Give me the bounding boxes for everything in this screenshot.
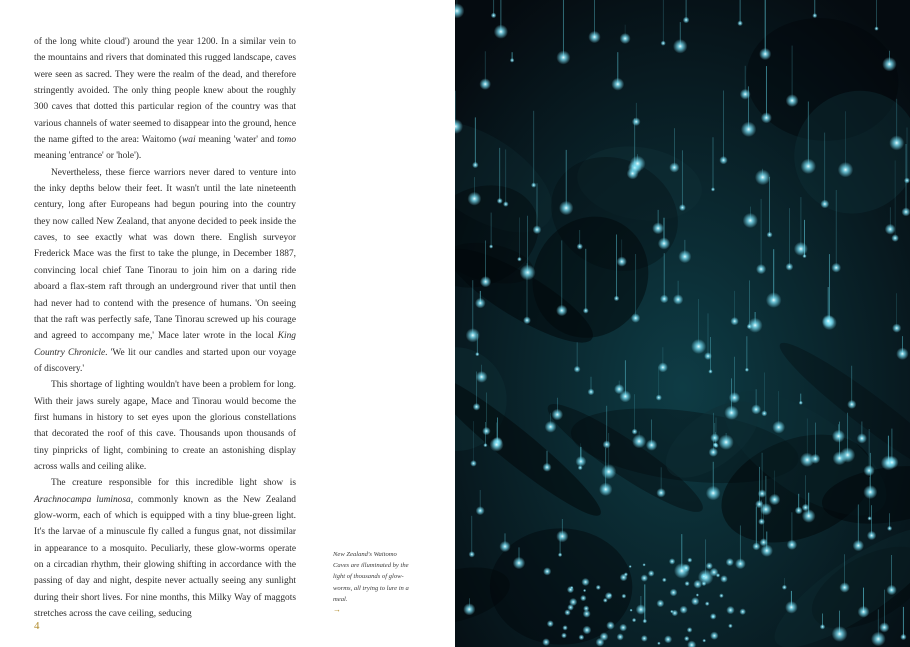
- glow-light: [858, 606, 870, 618]
- glow-light: [617, 633, 624, 640]
- glow-light: [737, 21, 743, 27]
- glow-light: [664, 635, 672, 643]
- text-run: of the long white cloud') around the year 1200. In a similar vein to the mountains and rivers that dominated this rugged landscape, caves were seen as sacred. They were the realm of the dead, and therefore stringently avoided. The only thing people knew about the roughly 300 caves that dotted this particular region of the country was that various channels of water seemed to disappear into the ground, hence the name gifted to the area: Waitomo (: [34, 37, 296, 146]
- glow-light: [643, 619, 648, 624]
- glow-light: [820, 624, 825, 629]
- glow-light: [761, 410, 767, 416]
- glow-light: [800, 453, 814, 467]
- glow-light: [759, 48, 771, 60]
- glow-light: [693, 580, 702, 589]
- glow-light: [786, 263, 794, 271]
- italic-text: Arachnocampa luminosa: [34, 494, 131, 505]
- glow-light: [801, 159, 816, 174]
- glow-light: [709, 448, 718, 457]
- glow-light: [583, 589, 586, 592]
- glow-light: [608, 594, 612, 598]
- glow-light: [673, 39, 687, 53]
- glow-light: [887, 526, 892, 531]
- glow-light: [624, 572, 628, 576]
- glow-light: [766, 292, 782, 308]
- text-run: , commonly known as the New Zealand glow-worm, each of which is equipped with a tiny blue-green light. It's the larvae of a minuscule fly called a fungus gnat, not dissimilar in appearance to a mosquito. Peculiarly, these glow-worms operate on a circadian rhythm, their glowing shifting in accordance with the passing of day and night, despite never actually seeing any sunlight during their short lives. For nine months, this Milky Way of maggots stretches across the cave ceiling, seducing: [34, 494, 296, 620]
- glow-light: [475, 352, 479, 356]
- glow-light: [713, 442, 718, 447]
- glow-light: [480, 276, 491, 287]
- glow-light: [724, 406, 738, 420]
- glow-light: [761, 545, 773, 557]
- glow-light: [543, 463, 552, 472]
- glow-light: [472, 162, 478, 168]
- glow-light: [741, 122, 756, 137]
- paragraph: [34, 34, 296, 165]
- text-run: Nevertheless, these fierce warriors never dared to venture into the inky depths below their feet. It wasn't until the late nineteenth century, long after Europeans had begun pouring into the country they now called New Zealand, that anyone decided to peek inside the caves, to see exactly what was down there. English surveyor Frederick Mace was the first to take the plunge, in December 1887, convincing local chief Tane Tinorau to join him on a daring ride aboard a flax-stem raft through an underground river that until then had never had to contend with the presence of humans. 'On seeing that the raft was perfectly safe, Tane Tinorau screwed up his courage and agreed to accompany me,' Mace later wrote in the local: [34, 167, 296, 342]
- glow-light: [552, 409, 564, 421]
- photo-caption: [333, 549, 413, 614]
- glow-light: [490, 438, 504, 452]
- glow-light: [601, 464, 616, 479]
- glow-light: [617, 257, 627, 267]
- glow-light: [632, 434, 646, 448]
- glow-light: [683, 17, 690, 24]
- glow-light: [510, 58, 515, 63]
- glow-light: [710, 433, 719, 442]
- glow-light: [489, 244, 493, 248]
- paragraph: [34, 165, 296, 377]
- glow-light: [831, 263, 841, 273]
- glow-light: [760, 503, 772, 515]
- glow-light: [670, 589, 678, 597]
- glow-light: [838, 162, 853, 177]
- glow-light: [751, 404, 761, 414]
- caption-text: New Zealand's Waitomo Caves are illuminated by the light of thousands of glow-worms, all trying to lure in a meal.: [333, 551, 409, 603]
- glow-light: [631, 313, 640, 322]
- glow-light: [558, 553, 562, 557]
- glow-light: [580, 595, 586, 601]
- glow-light: [711, 187, 715, 191]
- glow-light: [622, 594, 627, 599]
- glow-light: [755, 170, 771, 186]
- glow-light: [679, 204, 686, 211]
- glow-light: [885, 456, 898, 469]
- glow-light: [632, 117, 641, 126]
- glow-light: [799, 401, 803, 405]
- glow-light: [685, 581, 690, 586]
- glow-light: [719, 156, 727, 164]
- body-text: [34, 34, 296, 622]
- glow-light: [561, 633, 567, 639]
- glow-light: [641, 635, 648, 642]
- glow-light: [559, 201, 573, 215]
- glow-light: [547, 620, 554, 627]
- glow-light: [863, 485, 877, 499]
- glow-light: [729, 392, 740, 403]
- glow-light: [705, 601, 710, 606]
- glow-light: [545, 421, 557, 433]
- glow-light: [752, 542, 760, 550]
- glow-light: [503, 201, 509, 207]
- glow-light: [661, 41, 666, 46]
- glow-light: [636, 604, 646, 614]
- glow-light: [581, 578, 589, 586]
- glow-light: [720, 575, 728, 583]
- glow-light: [794, 242, 808, 256]
- glow-light: [513, 557, 525, 569]
- glow-light: [730, 317, 738, 325]
- glow-light: [795, 507, 803, 515]
- glow-light: [853, 540, 864, 551]
- glow-light: [716, 573, 720, 577]
- glow-light: [648, 570, 655, 577]
- italic-text: wai: [182, 135, 196, 146]
- glow-light: [619, 624, 627, 632]
- glow-light: [719, 593, 724, 598]
- glow-light: [562, 625, 567, 630]
- glow-light: [684, 636, 689, 641]
- glow-light: [820, 200, 829, 209]
- glow-light: [588, 31, 600, 43]
- glow-light: [475, 298, 486, 309]
- glow-light: [660, 295, 669, 304]
- paragraph: [34, 475, 296, 622]
- glow-light: [785, 601, 798, 614]
- glow-light: [857, 433, 867, 443]
- glow-light: [556, 51, 570, 65]
- glow-light: [596, 638, 605, 647]
- glow-light: [726, 606, 734, 614]
- glow-light: [787, 540, 797, 550]
- text-run: The creature responsible for this incredible light show is: [51, 478, 296, 489]
- glow-light: [680, 606, 688, 614]
- text-run: . 'We lit our candles and started upon our voyage of discovery.': [34, 347, 296, 374]
- glow-light: [494, 25, 508, 39]
- glow-light: [652, 222, 664, 234]
- glow-light: [832, 626, 848, 642]
- glow-light: [758, 518, 765, 525]
- glow-light: [691, 597, 699, 605]
- glow-light: [523, 316, 531, 324]
- glow-light: [579, 634, 585, 640]
- glow-light: [583, 610, 591, 618]
- glow-light: [473, 403, 481, 411]
- glow-light: [782, 585, 787, 590]
- glow-light: [879, 622, 889, 632]
- glow-light: [739, 608, 746, 615]
- text-run: This shortage of lighting wouldn't have been a problem for long. With their jaws surely agape, Mace and Tinorau would become the first humans in history to set eyes upon the glorious constellations that decorated the roof of this cave. Thousands upon thousands of tiny pinpricks of light, combining to create an astonishing display across walls and ceiling alike.: [34, 380, 296, 472]
- glow-light: [542, 638, 550, 646]
- text-run: meaning 'water' and: [195, 135, 278, 146]
- glow-light: [769, 494, 780, 505]
- text-run: meaning 'entrance' or 'hole').: [34, 151, 142, 162]
- glow-light: [767, 232, 773, 238]
- glow-light: [466, 328, 480, 342]
- glow-light: [871, 632, 886, 647]
- glow-light: [891, 234, 899, 242]
- glow-light: [596, 585, 601, 590]
- glow-light: [706, 486, 721, 501]
- glow-light: [576, 456, 587, 467]
- glow-light: [704, 352, 712, 360]
- glow-light: [646, 439, 657, 450]
- glow-light: [691, 339, 706, 354]
- glow-light: [712, 615, 715, 618]
- glow-light: [463, 603, 475, 615]
- glow-light: [740, 89, 751, 100]
- glow-light: [710, 632, 718, 640]
- glow-light: [669, 162, 679, 172]
- glow-light: [533, 225, 542, 234]
- glow-light: [702, 639, 706, 643]
- glow-light: [583, 626, 592, 635]
- glow-light: [588, 389, 595, 396]
- glow-light: [556, 530, 568, 542]
- glow-light: [658, 237, 670, 249]
- glow-light: [822, 315, 835, 328]
- glow-light: [832, 430, 845, 443]
- glow-light: [904, 178, 910, 184]
- glow-light: [802, 504, 810, 512]
- glow-light: [657, 642, 660, 645]
- glow-light: [761, 112, 772, 123]
- glow-light: [611, 78, 624, 91]
- glow-light: [564, 609, 570, 615]
- italic-text: King Country Chronicle: [34, 331, 296, 358]
- glow-light: [657, 600, 665, 608]
- glow-light: [701, 573, 708, 580]
- glow-light: [889, 135, 904, 150]
- glow-light: [885, 224, 896, 235]
- glow-light: [900, 634, 906, 640]
- page-number: 4: [34, 620, 40, 632]
- glow-light: [583, 308, 589, 314]
- glow-light: [670, 610, 673, 613]
- glow-light: [629, 565, 632, 568]
- glow-light: [701, 581, 706, 586]
- glow-light: [662, 578, 667, 583]
- glow-light: [469, 551, 475, 557]
- glow-light: [812, 13, 817, 18]
- glow-light: [517, 257, 522, 262]
- paragraph: [34, 377, 296, 475]
- glow-light: [574, 366, 581, 373]
- glow-light: [476, 506, 485, 515]
- italic-text: tomo: [277, 135, 297, 146]
- glow-light: [728, 624, 733, 629]
- glow-light: [882, 57, 896, 71]
- glow-light: [569, 598, 577, 606]
- glow-light: [531, 182, 536, 187]
- glow-light: [632, 429, 638, 435]
- glow-worm-photo: [455, 0, 910, 647]
- glow-light: [867, 531, 876, 540]
- glow-light: [687, 558, 692, 563]
- glow-light: [497, 198, 503, 204]
- glow-light: [468, 192, 482, 206]
- glow-light: [786, 94, 799, 107]
- glow-light: [482, 427, 490, 435]
- glow-light: [630, 609, 633, 612]
- glow-light: [840, 447, 855, 462]
- glow-light: [632, 618, 636, 622]
- glow-light: [839, 582, 849, 592]
- glow-light: [678, 250, 691, 263]
- glow-light: [756, 264, 766, 274]
- glow-light: [772, 421, 785, 434]
- glow-light: [570, 586, 573, 589]
- glow-light: [874, 26, 878, 30]
- glow-light: [743, 213, 758, 228]
- glow-light: [556, 305, 567, 316]
- glow-light: [470, 460, 477, 467]
- glow-light: [896, 348, 908, 360]
- glow-light: [718, 435, 733, 450]
- glow-light: [696, 593, 699, 596]
- glow-light: [476, 371, 488, 383]
- glow-light: [658, 362, 668, 372]
- glow-light: [599, 483, 612, 496]
- glow-light: [499, 541, 510, 552]
- glow-light: [735, 558, 746, 569]
- glow-light: [867, 516, 871, 520]
- glow-light: [886, 585, 896, 595]
- glow-light: [641, 574, 648, 581]
- glow-light: [577, 243, 583, 249]
- arrow-right-icon: →: [333, 605, 341, 615]
- glow-light: [847, 400, 856, 409]
- glow-light: [687, 627, 693, 633]
- glow-light: [619, 390, 631, 402]
- glow-light: [643, 563, 646, 566]
- glow-light: [745, 368, 749, 372]
- glow-light: [656, 395, 662, 401]
- glow-light: [491, 13, 497, 19]
- glow-light: [603, 598, 608, 603]
- glow-light: [520, 265, 536, 281]
- glow-light: [603, 440, 611, 448]
- glow-light: [606, 621, 615, 630]
- glow-light: [656, 488, 665, 497]
- glow-light: [479, 78, 491, 90]
- glow-light: [682, 564, 690, 572]
- glow-worm-photo-image: [455, 0, 910, 647]
- glow-light: [726, 558, 734, 566]
- glow-light: [630, 156, 646, 172]
- glow-light: [614, 296, 620, 302]
- glow-light: [802, 509, 816, 523]
- glow-light: [669, 558, 675, 564]
- glow-light: [620, 33, 631, 44]
- glow-light: [673, 294, 683, 304]
- glow-light: [892, 324, 901, 333]
- glow-light: [747, 324, 752, 329]
- glow-light: [483, 443, 487, 447]
- glow-light: [543, 567, 551, 575]
- glow-light: [708, 369, 712, 373]
- glow-light: [864, 465, 875, 476]
